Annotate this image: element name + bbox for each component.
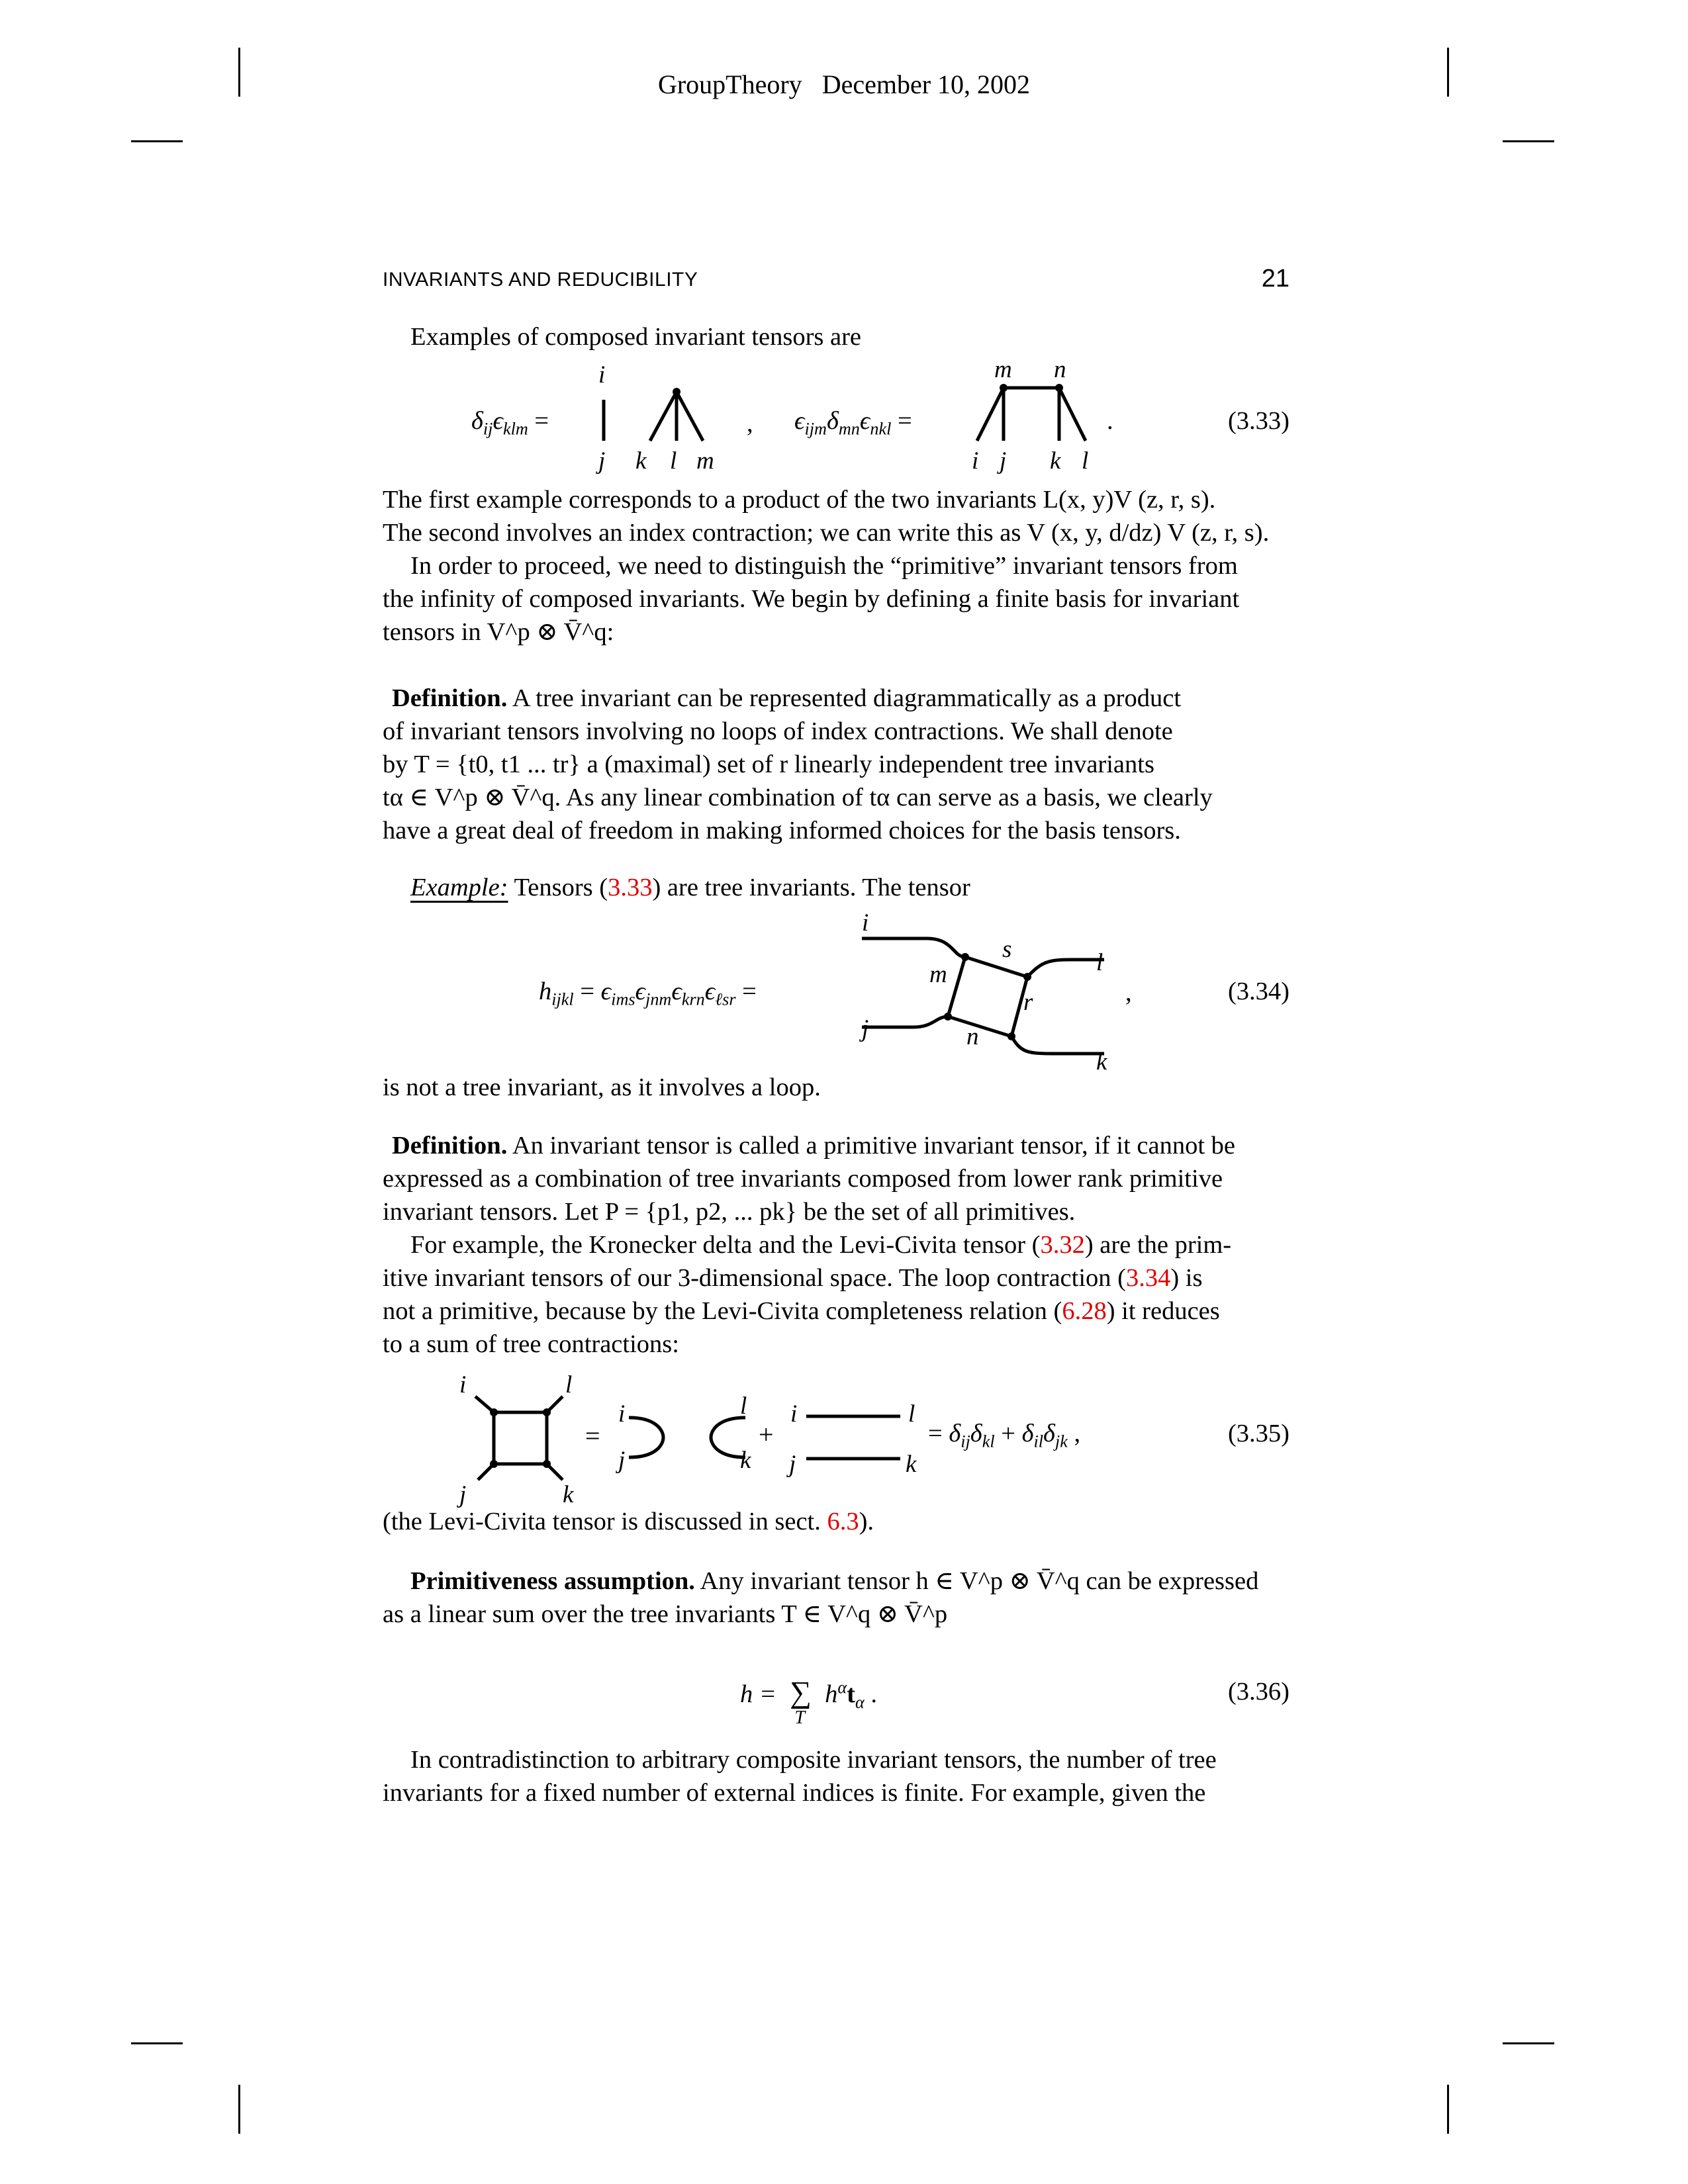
d335-vertex-tr <box>543 1408 551 1416</box>
p3-line3a: not a primitive, because by the Levi-Civita completeness relation ( <box>383 1297 1062 1325</box>
running-title: GroupTheory <box>657 69 802 99</box>
eq334-loop-diagram <box>854 909 1132 1075</box>
def1-line2: of invariant tensors involving no loops of index contractions. We shall denote <box>383 717 1173 745</box>
def1-line1: A tree invariant can be represented diagrammatically as a product <box>512 684 1182 712</box>
eq333-number: (3.33) <box>1227 407 1289 435</box>
prim-line2: as a linear sum over the tree invariants T ∈ V^q ⊗ V̄^p <box>383 1600 948 1628</box>
d1-label-k: k <box>635 447 647 475</box>
d335-square <box>494 1412 547 1464</box>
d335-label-k: k <box>563 1481 574 1508</box>
para2-line3: tensors in V^p ⊗ V̄^q: <box>383 618 614 646</box>
d334-vertex-n <box>944 1013 952 1021</box>
eq333-comma1: , <box>747 410 753 437</box>
d335-vertex-tl <box>490 1408 498 1416</box>
d2-vertex-right <box>1055 384 1063 392</box>
eq334-lhs: $h_{ijkl} = \epsilon_{ims}\epsilon_{jnm}\epsilon_{krn}\epsilon_{\ell sr}$ = <box>539 978 757 1009</box>
d1-label-j: j <box>598 447 606 475</box>
d1-label-l: l <box>670 447 677 475</box>
running-header <box>0 69 1688 100</box>
d2-label-n: n <box>1054 356 1066 383</box>
def2-line3: invariant tensors. Let P = {p1, p2, ... pk} be the set of all primitives. <box>383 1198 1076 1226</box>
d2-label-i: i <box>972 447 979 475</box>
d335-label-i: i <box>459 1371 467 1398</box>
eq336-lhs: h = <box>740 1680 776 1708</box>
para1-line1: The first example corresponds to a product of the two invariants L(x, y)V (z, r, s). <box>383 486 1216 514</box>
eq335-rhs: = $\delta_{ij}\delta_{kl} + \delta_{il}\delta_{jk}$ , <box>928 1420 1081 1451</box>
section-title: INVARIANTS AND REDUCIBILITY <box>383 269 698 291</box>
p3-line2b: ) is <box>1170 1264 1203 1292</box>
p3-line3b: ) it reduces <box>1106 1297 1220 1325</box>
d335-label-l: l <box>565 1371 573 1398</box>
d334-label-j: j <box>862 1015 869 1042</box>
intro-line: Examples of composed invariant tensors are <box>410 323 862 351</box>
d335-arc-ij <box>629 1418 663 1457</box>
p3-line4: to a sum of tree contractions: <box>383 1330 679 1358</box>
def1-line3: by T = {t0, t1 ... tr} a (maximal) set of r linearly independent tree invariants <box>383 751 1154 778</box>
d335-line-label-i: i <box>790 1400 798 1428</box>
ref-3-32[interactable]: 3.32 <box>1040 1231 1085 1259</box>
crop-mark-bottom-right-vertical <box>1447 2085 1449 2134</box>
example-text-pre: Tensors ( <box>514 874 608 901</box>
eq335-equals-1: = <box>585 1421 600 1451</box>
eq333-lhs2: $\epsilon_{ijm}\delta_{mn}\epsilon_{nkl}$ = <box>794 407 912 439</box>
d335-line-label-l: l <box>908 1400 915 1428</box>
eq336-sum: ∑ <box>790 1675 812 1709</box>
d334-vertex-k <box>1008 1032 1015 1040</box>
def2-line2: expressed as a combination of tree invariants composed from lower rank primitive <box>383 1165 1223 1193</box>
example-text-post: ) are tree invariants. The tensor <box>652 874 970 901</box>
eq335-number: (3.35) <box>1227 1420 1289 1447</box>
d335-arc-label-k: k <box>740 1447 751 1474</box>
d335-label-j: j <box>459 1481 467 1508</box>
crop-mark-bottom-right-horizontal <box>1503 2042 1554 2044</box>
paragraph-composed <box>383 483 1289 649</box>
def1-title: Definition. <box>392 684 508 712</box>
crop-mark-bottom-left-horizontal <box>131 2042 183 2044</box>
d334-line-l <box>1027 960 1104 977</box>
eq336: h = ∑ T $h^\alpha t_\alpha$ . <box>740 1675 877 1728</box>
crop-mark-bottom-left-vertical <box>238 2085 240 2134</box>
d2-label-j: j <box>1000 447 1007 475</box>
d334-label-s: s <box>1002 936 1012 963</box>
prim-line1: Any invariant tensor h ∈ V^p ⊗ V̄^q can be expressed <box>700 1567 1259 1595</box>
p3-line2a: itive invariant tensors of our 3-dimensional space. The loop contraction ( <box>383 1264 1126 1292</box>
d2-vertex-left <box>1000 384 1008 392</box>
d1-epsilon-m-leg <box>677 392 703 441</box>
d335-arc-label-i: i <box>618 1400 626 1428</box>
crop-mark-top-left-horizontal <box>131 140 183 142</box>
loop-paragraph <box>383 1071 1289 1104</box>
d334-label-l: l <box>1096 949 1103 976</box>
d335-arc-label-j: j <box>618 1447 626 1474</box>
loop-line: is not a tree invariant, as it involves a loop. <box>383 1073 821 1101</box>
eq333-diagram1 <box>596 361 755 474</box>
prim-title: Primitiveness assumption. <box>410 1567 695 1595</box>
eq336-number: (3.36) <box>1227 1678 1289 1706</box>
eq335-plus: + <box>759 1420 774 1449</box>
eq334-comma: , <box>1125 979 1132 1007</box>
d2-label-m: m <box>994 356 1012 383</box>
d335-vertex-bl <box>490 1460 498 1468</box>
d335-vertex-br <box>543 1460 551 1468</box>
p3-line1b: ) are the prim- <box>1084 1231 1232 1259</box>
levi-civita-paragraph <box>383 1505 1289 1538</box>
d334-label-m: m <box>929 961 947 988</box>
eq333-lhs1: $\delta_{ij}\epsilon_{klm}$ = <box>471 407 549 439</box>
d334-label-i: i <box>862 909 869 936</box>
p4-line2: invariants for a fixed number of external indices is finite. For example, given the <box>383 1779 1206 1807</box>
intro-paragraph <box>383 320 1289 353</box>
d334-line-k <box>1011 1036 1104 1054</box>
d2-label-l: l <box>1082 447 1089 475</box>
primitiveness-assumption <box>383 1565 1289 1631</box>
example-paragraph <box>383 871 1289 904</box>
d2-label-k: k <box>1050 447 1061 475</box>
page-number: 21 <box>1261 265 1289 293</box>
para2-line2: the infinity of composed invariants. We begin by defining a finite basis for invariant <box>383 585 1240 613</box>
d334-label-k: k <box>1096 1048 1107 1075</box>
d2-leg-l <box>1059 388 1086 441</box>
ref-6-28[interactable]: 6.28 <box>1062 1297 1107 1325</box>
d334-label-n: n <box>966 1023 979 1050</box>
running-date: December 10, 2002 <box>821 69 1031 99</box>
crop-mark-top-right-horizontal <box>1503 140 1554 142</box>
def2-title: Definition. <box>392 1132 508 1160</box>
d334-box <box>948 957 1027 1036</box>
d334-line-i <box>862 938 965 957</box>
definition-primitive <box>383 1129 1289 1361</box>
d334-vertex-s <box>961 953 969 961</box>
ref-sect-6-3[interactable]: 6.3 <box>827 1508 859 1535</box>
d1-label-i: i <box>598 361 606 388</box>
example-ref-3-33[interactable]: 3.33 <box>608 874 653 901</box>
d334-line-j <box>862 1017 948 1027</box>
levi-post: ). <box>859 1508 874 1535</box>
eq334-number: (3.34) <box>1227 978 1289 1005</box>
definition-tree-invariant <box>383 682 1289 847</box>
d1-epsilon-k-leg <box>650 392 677 441</box>
eq333-diagram2 <box>962 356 1121 475</box>
d2-leg-i <box>977 388 1004 441</box>
d1-label-m: m <box>696 447 714 475</box>
d335-arc-label-l: l <box>740 1392 747 1420</box>
p3-line1a: For example, the Kronecker delta and the Levi-Civita tensor ( <box>410 1231 1041 1259</box>
levi-pre: (the Levi-Civita tensor is discussed in sect. <box>383 1508 827 1535</box>
d1-epsilon-vertex <box>673 388 680 396</box>
eq335-box-diagram <box>450 1369 602 1508</box>
example-label: Example: <box>410 874 508 901</box>
eq336-sub: T <box>794 1707 806 1728</box>
p4-line1: In contradistinction to arbitrary composite invariant tensors, the number of tree <box>410 1746 1217 1774</box>
d334-label-r: r <box>1023 989 1033 1016</box>
eq335-lines-diagram <box>781 1390 927 1482</box>
para2-line1: In order to proceed, we need to distinguish the “primitive” invariant tensors from <box>410 552 1238 580</box>
para1-line2: The second involves an index contraction; we can write this as V (x, y, d/dz) V (z, r, s). <box>383 519 1270 547</box>
def1-line4: tα ∈ V^p ⊗ V̄^q. As any linear combination of tα can serve as a basis, we clearly <box>383 784 1213 811</box>
eq333-period: . <box>1107 407 1113 435</box>
d335-line-label-j: j <box>789 1451 796 1478</box>
ref-3-34[interactable]: 3.34 <box>1125 1264 1171 1292</box>
d335-line-label-k: k <box>906 1451 917 1478</box>
def1-line5: have a great deal of freedom in making informed choices for the basis tensors. <box>383 817 1181 844</box>
def2-line1: An invariant tensor is called a primitive invariant tensor, if it cannot be <box>512 1132 1236 1160</box>
final-paragraph <box>383 1743 1289 1809</box>
eq335-arcs-diagram <box>613 1390 759 1482</box>
d334-vertex-r <box>1023 973 1031 981</box>
